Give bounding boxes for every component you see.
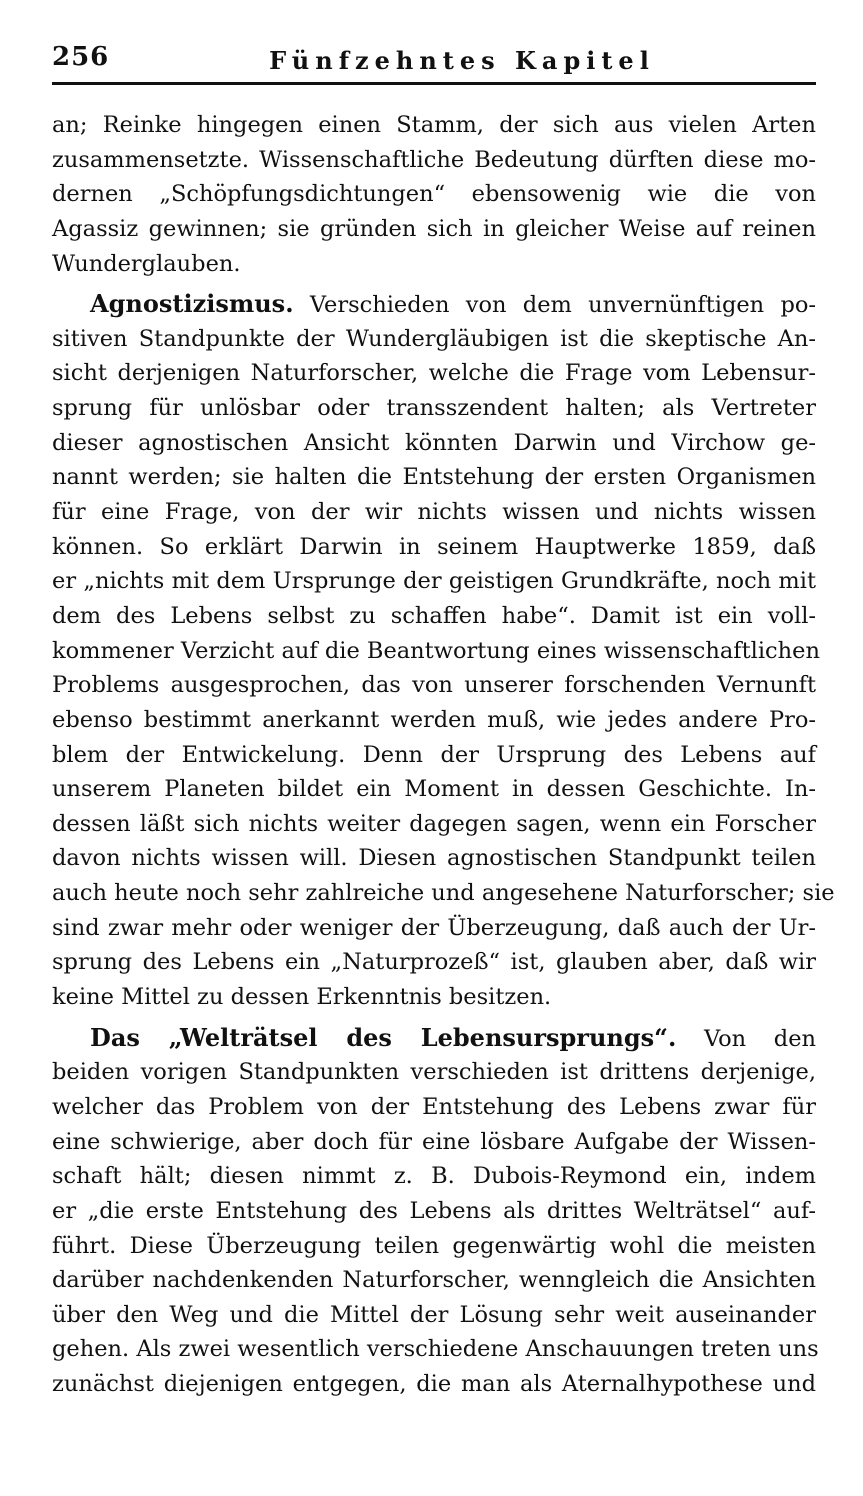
text-line: er „die erste Entstehung des Lebens als drittes Welträtsel“ auf- bbox=[52, 1197, 816, 1224]
text-line bbox=[52, 1021, 816, 1056]
text-line: dieser agnostischen Ansicht könnten Darwin und Virchow ge- bbox=[52, 429, 816, 456]
text-line: Wunderglauben. bbox=[52, 250, 241, 277]
section-heading: Agnostizismus. bbox=[90, 289, 294, 319]
text-line: können. So erklärt Darwin in seinem Hauptwerke 1859, daß bbox=[52, 533, 816, 560]
text-line: keine Mittel zu dessen Erkenntnis besitzen. bbox=[52, 984, 552, 1011]
text-line: nannt werden; sie halten die Entstehung der ersten Organismen bbox=[52, 464, 816, 491]
text-line-rest: Von den bbox=[703, 1025, 816, 1052]
text-line: Problems ausgesprochen, das von unserer forschenden Vernunft bbox=[52, 672, 816, 699]
page-header bbox=[52, 40, 816, 80]
text-line: darüber nachdenkenden Naturforscher, wenngleich die Ansichten bbox=[52, 1267, 816, 1294]
text-line: kommener Verzicht auf die Beantwortung eines wissenschaftlichen bbox=[52, 637, 820, 664]
text-line: zusammensetzte. Wissenschaftliche Bedeutung dürften diese mo- bbox=[52, 146, 816, 173]
text-line: dernen „Schöpfungsdichtungen“ ebensowenig wie die von bbox=[52, 181, 816, 208]
text-line: blem der Entwickelung. Denn der Ursprung des Lebens auf bbox=[52, 741, 816, 768]
text-line: beiden vorigen Standpunkten verschieden ist drittens derjenige, bbox=[52, 1059, 816, 1086]
text-line: unserem Planeten bildet ein Moment in dessen Geschichte. In- bbox=[52, 776, 816, 803]
text-line bbox=[52, 287, 816, 322]
text-line: sprung des Lebens ein „Naturprozeß“ ist, glauben aber, daß wir bbox=[52, 949, 816, 976]
text-line: für eine Frage, von der wir nichts wissen und nichts wissen bbox=[52, 499, 816, 526]
text-line: Agassiz gewinnen; sie gründen sich in gleicher Weise auf reinen bbox=[52, 215, 816, 242]
text-line: welcher das Problem von der Entstehung des Lebens zwar für bbox=[52, 1093, 816, 1120]
text-line: schaft hält; diesen nimmt z. B. Dubois-Reymond ein, indem bbox=[52, 1163, 816, 1190]
paragraph bbox=[52, 108, 816, 281]
text-line: ebenso bestimmt anerkannt werden muß, wie jedes andere Pro- bbox=[52, 706, 816, 733]
paragraph bbox=[52, 287, 835, 1014]
text-line: eine schwierige, aber doch für eine lösbare Aufgabe der Wissen- bbox=[52, 1128, 816, 1155]
paragraph bbox=[52, 1021, 819, 1402]
text-line: davon nichts wissen will. Diesen agnostischen Standpunkt teilen bbox=[52, 845, 816, 872]
text-line: sprung für unlösbar oder transszendent halten; als Vertreter bbox=[52, 395, 816, 422]
text-line: dessen läßt sich nichts weiter dagegen sagen, wenn ein Forscher bbox=[52, 810, 816, 837]
page-number: 256 bbox=[52, 42, 110, 72]
text-line: gehen. Als zwei wesentlich verschiedene Anschauungen treten uns bbox=[52, 1336, 819, 1363]
text-line-rest: Verschieden von dem unvernünftigen po- bbox=[309, 292, 816, 319]
text-line: sitiven Standpunkte der Wundergläubigen ist die skeptische An- bbox=[52, 325, 816, 352]
text-line: an; Reinke hingegen einen Stamm, der sich aus vielen Arten bbox=[52, 112, 816, 138]
text-line: dem des Lebens selbst zu schaffen habe“. Damit ist ein voll- bbox=[52, 602, 816, 629]
text-line: er „nichts mit dem Ursprunge der geistigen Grundkräfte, noch mit bbox=[52, 568, 816, 595]
header-rule bbox=[52, 82, 816, 85]
section-heading: Das „Welträtsel des Lebensursprungs“. bbox=[90, 1022, 677, 1052]
running-title: Fünfzehntes Kapitel bbox=[269, 46, 655, 75]
text-line: sicht derjenigen Naturforscher, welche die Frage vom Lebensur- bbox=[52, 360, 816, 387]
page-body bbox=[52, 108, 835, 1402]
text-line: zunächst diejenigen entgegen, die man als Aternalhypothese und bbox=[52, 1371, 816, 1398]
text-line: führt. Diese Überzeugung teilen gegenwärtig wohl die meisten bbox=[52, 1232, 816, 1259]
text-line: über den Weg und die Mittel der Lösung sehr weit auseinander bbox=[52, 1301, 816, 1328]
text-line: auch heute noch sehr zahlreiche und angesehene Naturforscher; sie bbox=[52, 880, 835, 907]
text-line: sind zwar mehr oder weniger der Überzeugung, daß auch der Ur- bbox=[52, 914, 816, 941]
